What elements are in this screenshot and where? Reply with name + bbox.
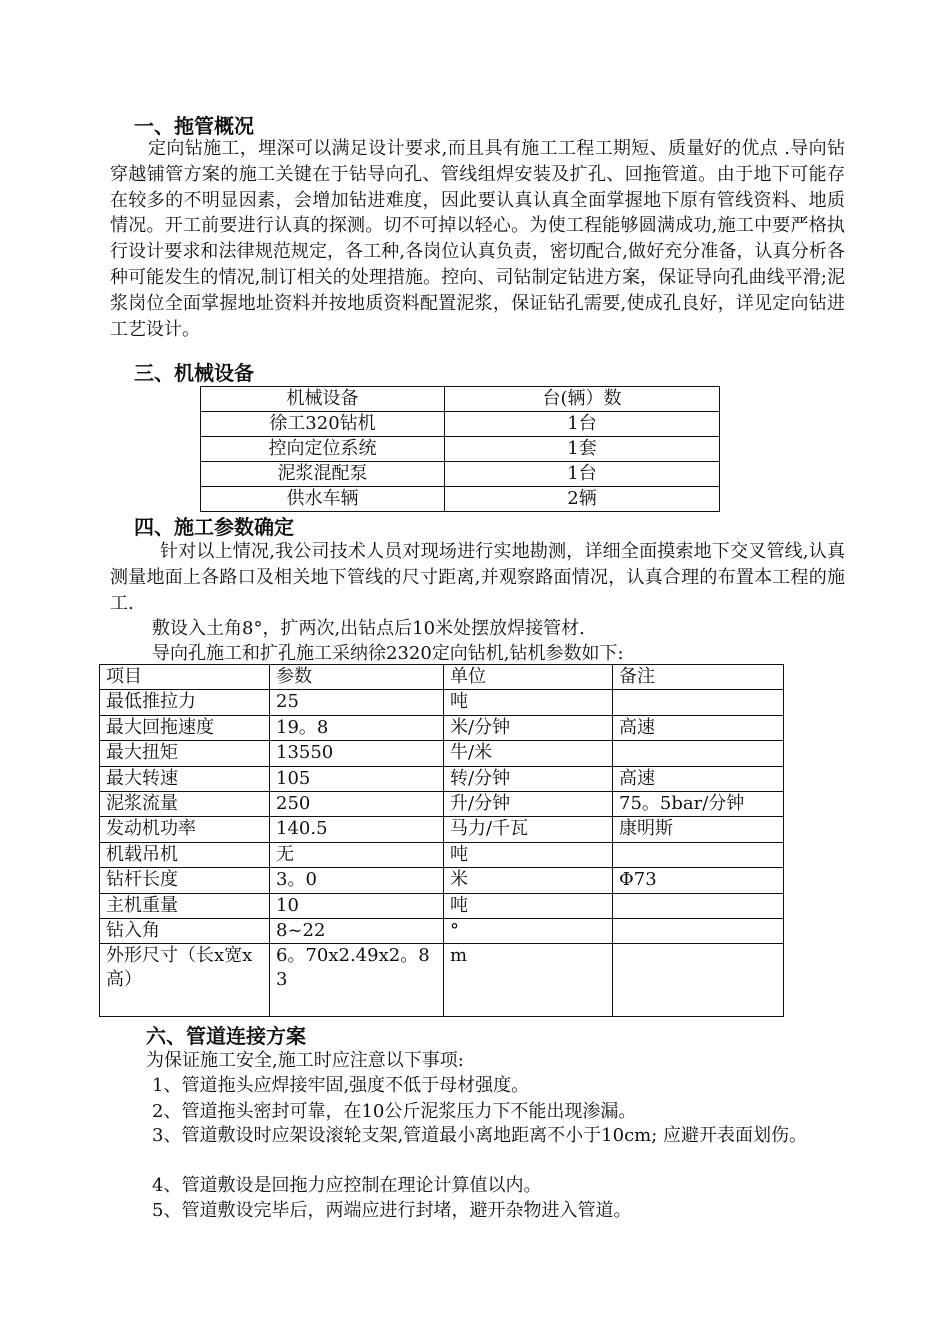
table-cell: 25: [270, 690, 444, 715]
table-cell: 10: [270, 893, 444, 918]
table-cell: 高速: [613, 766, 784, 791]
table-cell: 250: [270, 791, 444, 816]
table-cell: 1台: [445, 462, 720, 487]
table-cell: [613, 918, 784, 943]
table-header: 项目: [100, 665, 270, 690]
section4-paragraph: 针对以上情况,我公司技术人员对现场进行实地勘测，详细全面摸索地下交叉管线,认真测量地面上各路口及相关地下管线的尺寸距离,并观察路面情况，认真合理的布置本工程的施工.: [110, 541, 845, 614]
table-cell: 升/分钟: [444, 791, 613, 816]
table-cell: 无: [270, 842, 444, 867]
drill-parameters-table: [99, 664, 784, 1017]
table-cell: Φ73: [613, 868, 784, 893]
table-cell: 19。8: [270, 715, 444, 740]
table-cell: [613, 893, 784, 918]
table-row: [100, 868, 784, 893]
table-cell: 控向定位系统: [201, 437, 445, 462]
table-header: 机械设备: [201, 387, 445, 412]
table-cell: 米/分钟: [444, 715, 613, 740]
table-cell: [613, 944, 784, 1017]
table-row: [100, 944, 784, 1017]
list-item: 2、管道拖头密封可靠，在10公斤泥浆压力下不能出现渗漏。: [152, 1101, 637, 1122]
equipment-table: [200, 386, 720, 512]
table-header-row: [201, 387, 720, 412]
table-cell: m: [444, 944, 613, 1017]
table-cell: 吨: [444, 842, 613, 867]
table-row: [100, 690, 784, 715]
table-header: 单位: [444, 665, 613, 690]
table-cell: 8~22: [270, 918, 444, 943]
table-row: [100, 791, 784, 816]
table-row: [100, 766, 784, 791]
table-header-row: [100, 665, 784, 690]
table-cell: 机载吊机: [100, 842, 270, 867]
table-cell: 6。70x2.49x2。83: [270, 944, 444, 1017]
table-cell: 供水车辆: [201, 487, 445, 512]
table-cell: 最大扭矩: [100, 741, 270, 766]
table-cell: 康明斯: [613, 817, 784, 842]
table-cell: 1台: [445, 412, 720, 437]
table-cell: 高速: [613, 715, 784, 740]
list-item: 4、管道敷设是回拖力应控制在理论计算值以内。: [152, 1175, 542, 1196]
table-cell: 外形尺寸（长x宽x高）: [100, 944, 270, 1017]
table-cell: 转/分钟: [444, 766, 613, 791]
table-cell: 1套: [445, 437, 720, 462]
table-cell: 米: [444, 868, 613, 893]
table-row: [100, 817, 784, 842]
table-header: 备注: [613, 665, 784, 690]
table-row: [201, 437, 720, 462]
table-cell: 发动机功率: [100, 817, 270, 842]
table-row: [201, 412, 720, 437]
table-cell: 泥浆混配泵: [201, 462, 445, 487]
list-item: 1、管道拖头应焊接牢固,强度不低于母材强度。: [152, 1075, 530, 1096]
section3-title: 三、机械设备: [134, 361, 254, 385]
section1-paragraph: 定向钻施工，埋深可以满足设计要求,而且具有施工工程工期短、质量好的优点 .导向钻穿越铺管方案的施工关键在于钻导向孔、管线组焊安装及扩孔、回拖管道。由于地下可能存在较多的不明显因素，会增加钻进难度，因此要认真认真全面掌握地下原有管线资料、地质情况。开工前要进行认真的探测。切不可掉以轻心。为使工程能够圆满成功,施工中要严格执行设计要求和法律规范规定，各工种,各岗位认真负责，密切配合,做好充分准备，认真分析各种可能发生的情况,制订相关的处理措施。控向、司钻制定钻进方案，保证导向孔曲线平滑;泥浆岗位全面掌握地址资料并按地质资料配置泥浆，保证钻孔需要,使成孔良好，详见定向钻进工艺设计。: [110, 138, 845, 340]
table-row: [100, 842, 784, 867]
table-cell: 主机重量: [100, 893, 270, 918]
table-cell: 马力/千瓦: [444, 817, 613, 842]
list-item: 3、管道敷设时应架设滚轮支架,管道最小离地距离不小于10cm; 应避开表面划伤。: [152, 1125, 808, 1146]
table-cell: °: [444, 918, 613, 943]
table-cell: 13550: [270, 741, 444, 766]
table-cell: 泥浆流量: [100, 791, 270, 816]
table-row: [201, 487, 720, 512]
table-header: 台(辆）数: [445, 387, 720, 412]
section6-title: 六、管道连接方案: [146, 1024, 306, 1048]
section4-line-angle: 敷设入土角8°，扩两次,出钻点后10米处摆放焊接管材.: [152, 618, 585, 639]
table-cell: 吨: [444, 690, 613, 715]
table-row: [100, 715, 784, 740]
table-cell: 75。5bar/分钟: [613, 791, 784, 816]
table-cell: [613, 741, 784, 766]
table-cell: 钻杆长度: [100, 868, 270, 893]
table-cell: 吨: [444, 893, 613, 918]
table-cell: 最大回拖速度: [100, 715, 270, 740]
table-cell: [613, 842, 784, 867]
table-row: [100, 741, 784, 766]
list-item: 5、管道敷设完毕后，两端应进行封堵，避开杂物进入管道。: [152, 1200, 632, 1221]
table-cell: 牛/米: [444, 741, 613, 766]
table-cell: 最低推拉力: [100, 690, 270, 715]
section4-line-drill: 导向孔施工和扩孔施工采纳徐2320定向钻机,钻机参数如下:: [152, 643, 624, 664]
table-cell: 钻入角: [100, 918, 270, 943]
table-cell: 最大转速: [100, 766, 270, 791]
table-row: [100, 893, 784, 918]
section4-title: 四、施工参数确定: [134, 515, 294, 539]
table-row: [100, 918, 784, 943]
section1-title: 一、拖管概况: [134, 114, 254, 138]
table-cell: 3。0: [270, 868, 444, 893]
table-cell: 105: [270, 766, 444, 791]
table-cell: 2辆: [445, 487, 720, 512]
table-cell: [613, 690, 784, 715]
table-row: [201, 462, 720, 487]
table-cell: 徐工320钻机: [201, 412, 445, 437]
table-cell: 140.5: [270, 817, 444, 842]
table-header: 参数: [270, 665, 444, 690]
section6-intro: 为保证施工安全,施工时应注意以下事项:: [146, 1050, 464, 1071]
